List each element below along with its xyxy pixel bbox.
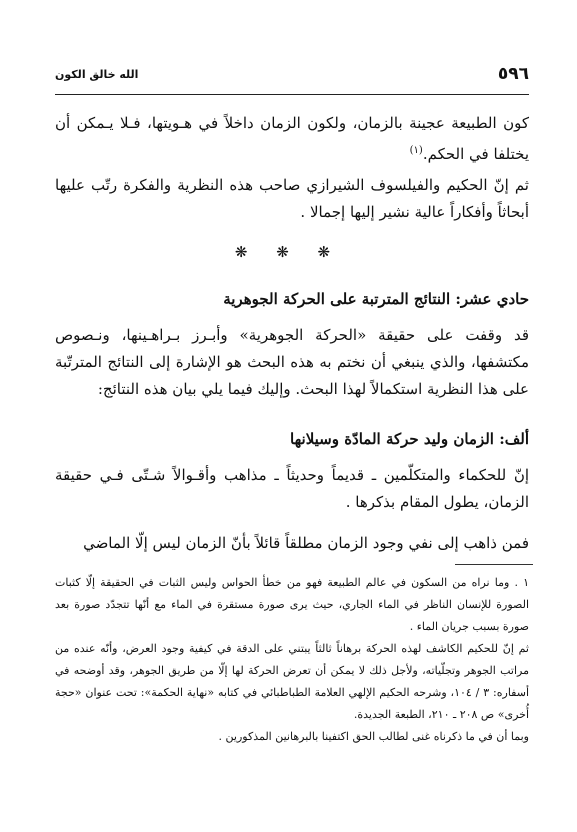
paragraph-3: قد وقفت على حقيقة «الحركة الجوهرية» وأبـرز بـراهـينها، ونـصوص مكتشفها، والذي ينبغي أن نختم به هذه البحث هو الإشارة إلى النتائج المترتّبة على هذا النظرية استكمالاً لهذا البحث. وإليك فيما يلي بيان هذه النتائج: (55, 326, 529, 398)
header-rule (55, 94, 529, 95)
paragraph-4: إنّ للحكماء والمتكلّمين ـ قديماً وحديثاً ـ مذاهب وأقـوالاً شـتّى فـي حقيقة الزمان، يطول المقام بذكرها . (55, 466, 529, 511)
running-title: الله خالق الكون (55, 68, 139, 81)
footnote-rule (455, 564, 533, 565)
subsection-heading: ألف: الزمان وليد حركة المادّة وسيلانها (290, 430, 529, 448)
page-number: ٥٩٦ (497, 64, 529, 84)
paragraph-5: فمن ذاهب إلى نفي وجود الزمان مطلقاً قائلاً بأنّ الزمان ليس إلّا الماضي (83, 534, 529, 552)
footnote-continuation: ثم إنّ للحكيم الكاشف لهذه الحركة برهاناً ثالثاً يبتني على الدقة في كيفية وجود العرض، وأنّه عنده من مراتب الجوهر وتجلّياته، ولأجل ذلك لا يمكن أن تعرض الحركة لها إلّا من طريق الجوهر، وقد أوضحه في أسفاره: ٣ / ١٠٤، وشرحه الحكيم الإلهي العلامة الطباطبائي في كتابه «نهاية الحكمة»: تحت عنوان «حجة أُخرى» ص ٢٠٨ ـ ٢١٠، الطبعة الجديدة. (55, 642, 530, 721)
paragraph-1 (55, 110, 529, 168)
paragraph-1-text: كون الطبيعة عجينة بالزمان، ولكون الزمان داخلاً في هـويتها، فـلا يـمكن أن يختلفا في الحكم. (55, 114, 529, 163)
paragraph-2: ثم إنّ الحكيم والفيلسوف الشيرازي صاحب هذه النظرية والفكرة رتّب عليها أبحاثاً وأفكاراً عالية نشير إليها إجمالا . (55, 176, 529, 221)
footnote-ref: (١) (409, 145, 423, 156)
section-heading: حادي عشر: النتائج المترتبة على الحركة الجوهرية (223, 290, 529, 308)
page-header (55, 64, 529, 88)
footnotes (55, 572, 529, 748)
footnote-1: ١ . وما نراه من السكون في عالم الطبيعة فهو من خطأ الحواس وليس الثبات في الحقيقة إلّا كثبات الصورة للإنسان الناظر في الماء الجاري، حيث يرى صورة مستقرة في الماء مع أنّها تتجدّد صورة بعد صورة بسبب جريان الماء . (55, 576, 529, 633)
footnote-closing: وبما أن في ما ذكرناه غنى لطالب الحق اكتفينا بالبرهانين المذكورين . (218, 730, 529, 743)
section-separator: ❋ ❋ ❋ (234, 243, 343, 261)
